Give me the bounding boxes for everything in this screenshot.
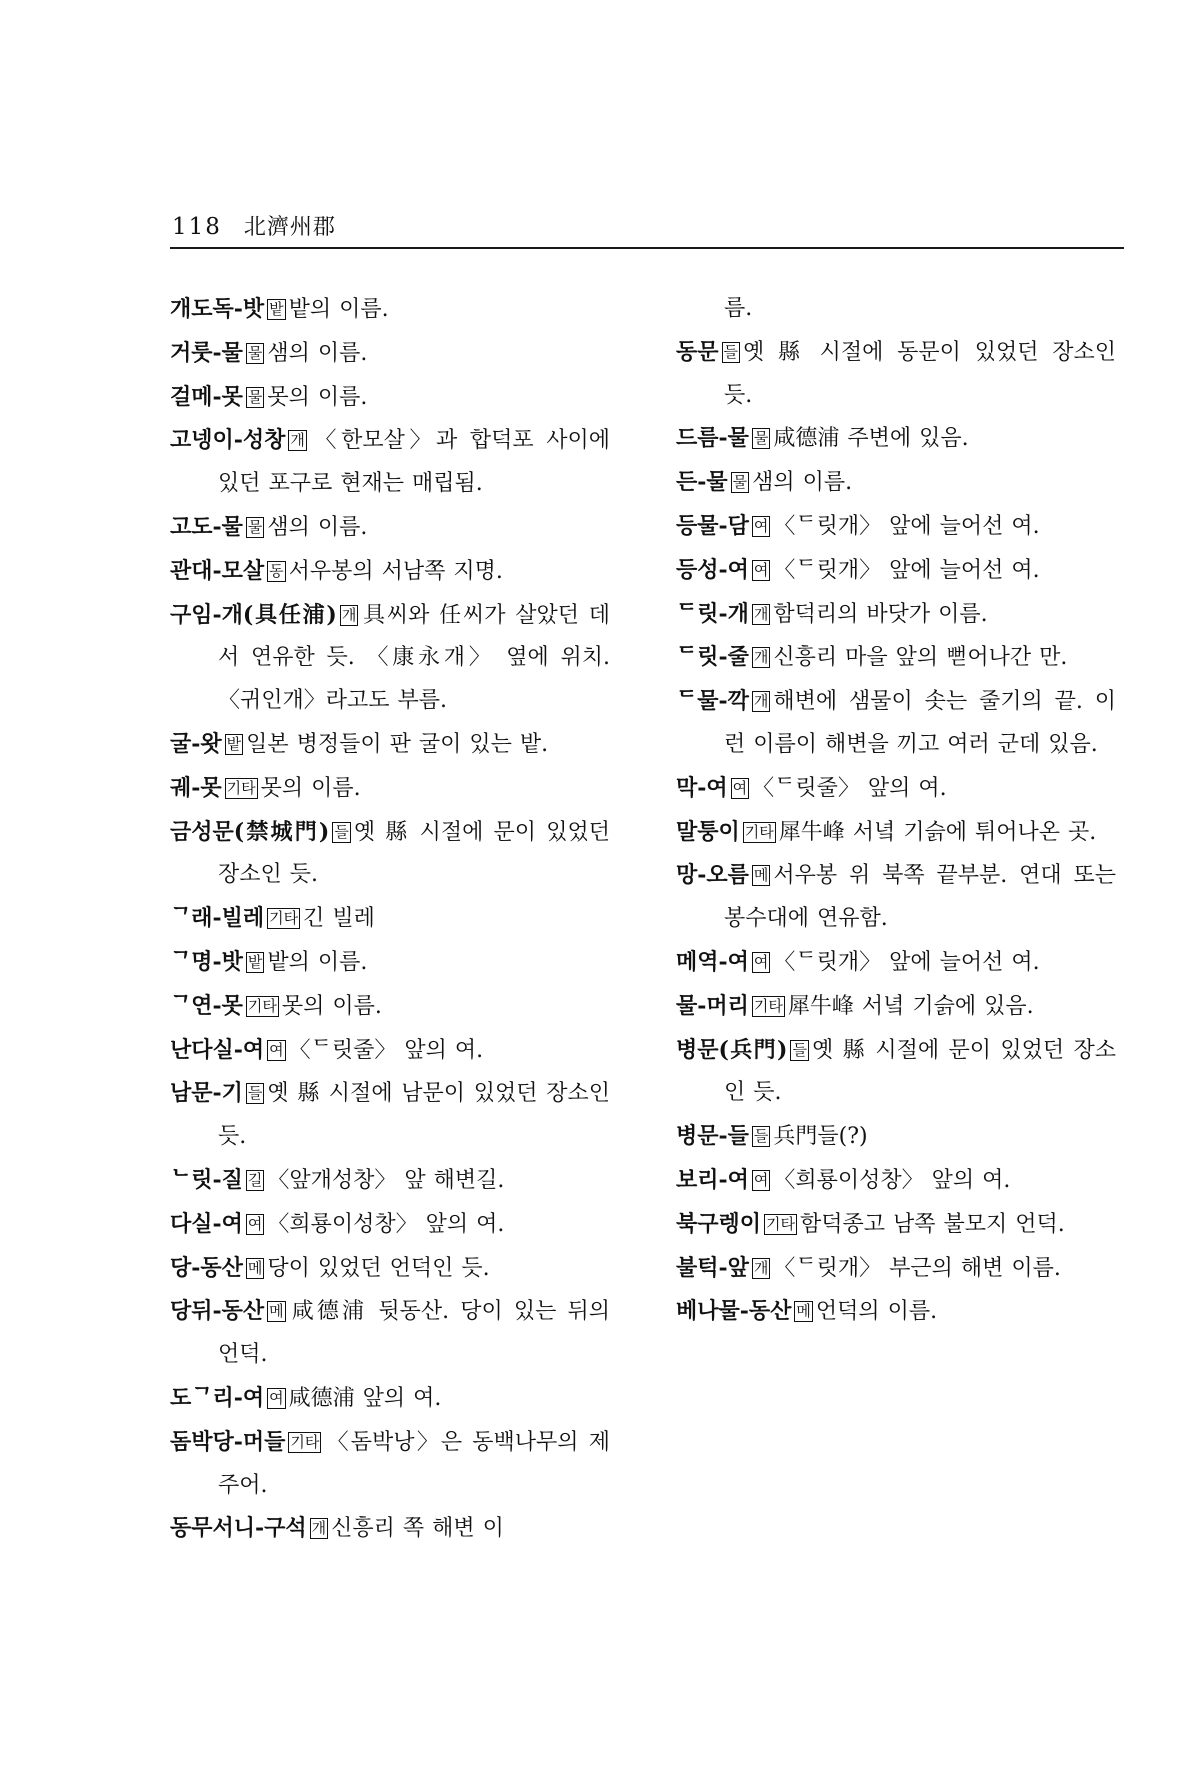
entry-headword: 막-여 (676, 774, 728, 801)
category-tag: 밭 (247, 952, 263, 971)
entry-headword: 금성문(禁城門) (170, 818, 330, 845)
entry-headword: ᄀ래-빌레 (170, 905, 265, 932)
entry-headword: 병문-들 (676, 1123, 749, 1150)
dictionary-entry (170, 1377, 610, 1421)
entry-headword: 돔박당-머들 (170, 1428, 286, 1455)
entry-definition: 〈한모살〉과 합덕포 사이에 있던 포구로 현재는 매립됨. (218, 428, 610, 497)
category-tag: 기타 (766, 1214, 795, 1233)
header-rule (170, 247, 1124, 249)
running-title: 北濟州郡 (243, 215, 336, 240)
dictionary-entry (170, 1507, 610, 1551)
dictionary-entry (676, 1115, 1116, 1159)
category-tag: 개 (290, 431, 305, 450)
entry-definition: 샘의 이름. (267, 514, 368, 540)
category-tag: 여 (753, 1170, 769, 1189)
entry-definition: 름. (724, 296, 753, 321)
entry-definition: 〈ᄃ릿개〉 앞에 늘어선 여. (773, 557, 1040, 583)
entry-definition: 옛 縣 시절에 동문이 있었던 장소인 듯. (724, 339, 1116, 408)
entry-headword: 다실-여 (170, 1210, 243, 1237)
category-tag: 물 (247, 343, 263, 362)
dictionary-entry (170, 550, 610, 594)
category-tag: 물 (247, 387, 263, 406)
page-header (172, 210, 336, 241)
entry-headword: 드름-물 (676, 425, 749, 452)
entry-definition: 〈ᄃ릿개〉 앞에 늘어선 여. (773, 949, 1040, 975)
category-tag: 여 (247, 1214, 263, 1233)
entry-headword: 베나물-동산 (676, 1298, 792, 1325)
category-tag: 개 (753, 604, 769, 623)
dictionary-entry (170, 941, 610, 985)
entry-definition: 〈ᄃ릿줄〉 앞의 여. (752, 775, 947, 801)
category-tag: 개 (753, 648, 769, 667)
dictionary-entry (676, 854, 1116, 941)
entry-headword: 망-오름 (676, 862, 749, 889)
dictionary-entry (676, 1029, 1116, 1116)
dictionary-entry (170, 1290, 610, 1377)
entry-headword: 구임-개(具任浦) (170, 601, 337, 628)
category-tag: 동 (269, 561, 284, 580)
entry-definition: 서우봉 위 북쪽 끝부분. 연대 또는 봉수대에 연유함. (724, 863, 1116, 932)
category-tag: 개 (753, 1258, 769, 1277)
dictionary-entry (170, 1159, 610, 1203)
entry-headword: 궤-못 (170, 774, 222, 801)
category-tag: 들 (753, 1127, 769, 1146)
category-tag: 밭 (226, 734, 242, 753)
category-tag: 기타 (290, 1432, 320, 1451)
dictionary-entry (676, 417, 1116, 461)
dictionary-entry (676, 549, 1116, 593)
entry-headword: 동문 (676, 338, 719, 365)
entry-definition: 밭의 이름. (288, 297, 389, 322)
entry-definition: 신흥리 마을 앞의 뻗어나간 만. (773, 645, 1068, 671)
page-number: 118 (172, 214, 222, 240)
dictionary-entry (170, 419, 610, 506)
category-tag: 여 (753, 516, 769, 535)
entry-definition: 咸德浦 주변에 있음. (773, 426, 969, 452)
entry-headword: 메역-여 (676, 948, 749, 975)
dictionary-entry (676, 331, 1116, 418)
dictionary-entry (170, 1421, 610, 1508)
dictionary-entry (170, 1203, 610, 1247)
entry-headword: 불턱-앞 (676, 1254, 749, 1281)
dictionary-entry (676, 636, 1116, 680)
entry-definition: 〈ᄃ릿개〉 부근의 해변 이름. (773, 1255, 1061, 1281)
dictionary-entry (170, 376, 610, 420)
category-tag: 여 (753, 560, 769, 579)
entry-definition: 일본 병정들이 판 굴이 있는 밭. (246, 731, 549, 757)
entry-definition: 〈희룡이성창〉 앞의 여. (773, 1167, 1011, 1193)
entry-definition: 犀牛峰 서녘 기슭에 튀어나온 곳. (778, 819, 1097, 845)
dictionary-entry (170, 1029, 610, 1073)
entry-definition: 신흥리 쪽 해변 이 (331, 1516, 504, 1542)
entry-headword: 동무서니-구석 (170, 1515, 307, 1542)
category-tag: 물 (753, 429, 769, 448)
dictionary-entry (676, 461, 1116, 505)
dictionary-entry (170, 723, 610, 767)
entry-definition: 샘의 이름. (752, 470, 853, 496)
entry-definition: 咸德浦 앞의 여. (288, 1385, 442, 1411)
entry-headword: ᄃ릿-줄 (676, 644, 749, 671)
entry-headword: 개도독-밧 (170, 296, 265, 322)
entry-headword: ᄃ릿-개 (676, 600, 749, 627)
category-tag: 기타 (269, 909, 299, 928)
entry-definition: 옛 縣 시절에 문이 있었던 장소인 듯. (218, 819, 610, 888)
category-tag: 기타 (753, 996, 783, 1015)
entry-definition: 犀牛峰 서녘 기슭에 있음. (787, 993, 1034, 1019)
entry-headword: ᄀ연-못 (170, 992, 243, 1019)
right-column (676, 288, 1116, 1334)
dictionary-entry (170, 594, 610, 723)
entry-headword: 보리-여 (676, 1166, 749, 1193)
entry-headword: 물-머리 (676, 992, 749, 1019)
category-tag: 들 (792, 1040, 807, 1059)
entry-definition: 咸德浦 뒷동산. 당이 있는 뒤의 언덕. (218, 1299, 610, 1368)
dictionary-entry (170, 811, 610, 898)
category-tag: 물 (247, 517, 263, 536)
entry-definition: 당이 있었던 언덕인 듯. (267, 1255, 490, 1281)
dictionary-entry (676, 1290, 1116, 1334)
category-tag: 메 (247, 1258, 263, 1277)
entry-headword: 든-물 (676, 469, 728, 496)
entry-headword: 고도-물 (170, 513, 243, 540)
entry-headword: 북구렝이 (676, 1210, 762, 1237)
category-tag: 개 (341, 605, 357, 624)
dictionary-entry (170, 897, 610, 941)
entry-headword: 당-동산 (170, 1254, 243, 1281)
entry-headword: ᄃ물-깍 (676, 688, 749, 715)
entry-definition: 샘의 이름. (267, 340, 368, 366)
entry-definition: 옛 縣 시절에 문이 있었던 장소인 듯. (724, 1037, 1116, 1106)
dictionary-entry (170, 332, 610, 376)
entry-definition: 못의 이름. (267, 384, 368, 410)
category-tag: 들 (334, 822, 349, 841)
dictionary-entry (676, 505, 1116, 549)
dictionary-entry (676, 1203, 1116, 1247)
category-tag: 기타 (226, 778, 256, 797)
category-tag: 메 (269, 1302, 284, 1321)
entry-headword: 등성-여 (676, 556, 749, 583)
category-tag: 여 (269, 1388, 284, 1407)
dictionary-entry (676, 811, 1116, 855)
entry-headword: 고넹이-성창 (170, 427, 286, 454)
category-tag: 들 (247, 1084, 263, 1103)
dictionary-entry (676, 985, 1116, 1029)
dictionary-entry (170, 1072, 610, 1159)
entry-headword: 남문-기 (170, 1080, 243, 1107)
entry-definition: 〈돔박낭〉은 동백나무의 제주어. (218, 1429, 610, 1498)
category-tag: 기타 (247, 996, 277, 1015)
category-tag: 개 (753, 692, 769, 711)
entry-definition: 〈희룡이성창〉 앞의 여. (267, 1211, 505, 1237)
dictionary-entry (170, 288, 610, 332)
category-tag: 길 (247, 1170, 263, 1189)
entry-headword: 관대-모살 (170, 557, 265, 584)
dictionary-entry (676, 288, 1116, 331)
entry-headword: 당뒤-동산 (170, 1298, 265, 1325)
entry-headword: 말퉁이 (676, 818, 740, 845)
dictionary-entry (170, 985, 610, 1029)
entry-definition: 언덕의 이름. (815, 1299, 938, 1325)
dictionary-entry (676, 1247, 1116, 1291)
entry-headword: 난다실-여 (170, 1036, 265, 1063)
dictionary-entry (676, 941, 1116, 985)
entry-definition: 〈ᄃ릿개〉 앞에 늘어선 여. (773, 513, 1040, 539)
entry-definition: 옛 縣 시절에 남문이 있었던 장소인 듯. (218, 1081, 610, 1150)
dictionary-entry (170, 767, 610, 811)
category-tag: 여 (753, 952, 769, 971)
entry-definition: 함덕리의 바닷가 이름. (773, 601, 988, 627)
category-tag: 물 (732, 473, 748, 492)
dictionary-entry (170, 506, 610, 550)
entry-definition: 못의 이름. (281, 993, 382, 1019)
entry-definition: 밭의 이름. (267, 949, 368, 975)
entry-headword: 병문(兵門) (676, 1036, 788, 1063)
category-tag: 여 (732, 778, 748, 797)
category-tag: 메 (796, 1302, 811, 1321)
entry-definition: 〈ᄃ릿줄〉 앞의 여. (288, 1037, 484, 1063)
entry-definition: 서우봉의 서남쪽 지명. (288, 558, 503, 584)
dictionary-entry (676, 680, 1116, 767)
entry-headword: 도ᄀ리-여 (170, 1384, 265, 1411)
category-tag: 개 (311, 1519, 327, 1538)
entry-definition: 〈앞개성창〉 앞 해변길. (267, 1167, 505, 1193)
entry-definition: 兵門들(?) (773, 1124, 868, 1150)
entry-headword: 굴-왓 (170, 730, 222, 757)
entry-headword: 걸메-못 (170, 383, 243, 410)
dictionary-entry (676, 767, 1116, 811)
category-tag: 메 (753, 866, 769, 885)
category-tag: 여 (269, 1040, 284, 1059)
entry-headword: ᄀ명-밧 (170, 948, 243, 975)
entry-headword: 거룻-물 (170, 339, 243, 366)
category-tag: 들 (723, 342, 739, 361)
dictionary-entry (676, 593, 1116, 637)
category-tag: 기타 (744, 822, 774, 841)
entry-definition: 해변에 샘물이 솟는 줄기의 끝. 이런 이름이 해변을 끼고 여러 군데 있음. (724, 689, 1116, 757)
entry-definition: 具씨와 任씨가 살았던 데서 연유한 듯. 〈康永개〉 옆에 위치. 〈귀인개〉라고도 부름. (218, 602, 610, 714)
dictionary-entry (170, 1247, 610, 1291)
entry-definition: 긴 빌레 (303, 906, 375, 932)
entry-definition: 함덕종고 남쪽 불모지 언덕. (800, 1211, 1065, 1237)
left-column (170, 288, 610, 1551)
entry-definition: 못의 이름. (260, 775, 361, 801)
entry-headword: ᄂ릿-질 (170, 1166, 243, 1193)
entry-headword: 등물-담 (676, 512, 749, 539)
category-tag: 밭 (269, 300, 284, 318)
dictionary-entry (676, 1159, 1116, 1203)
